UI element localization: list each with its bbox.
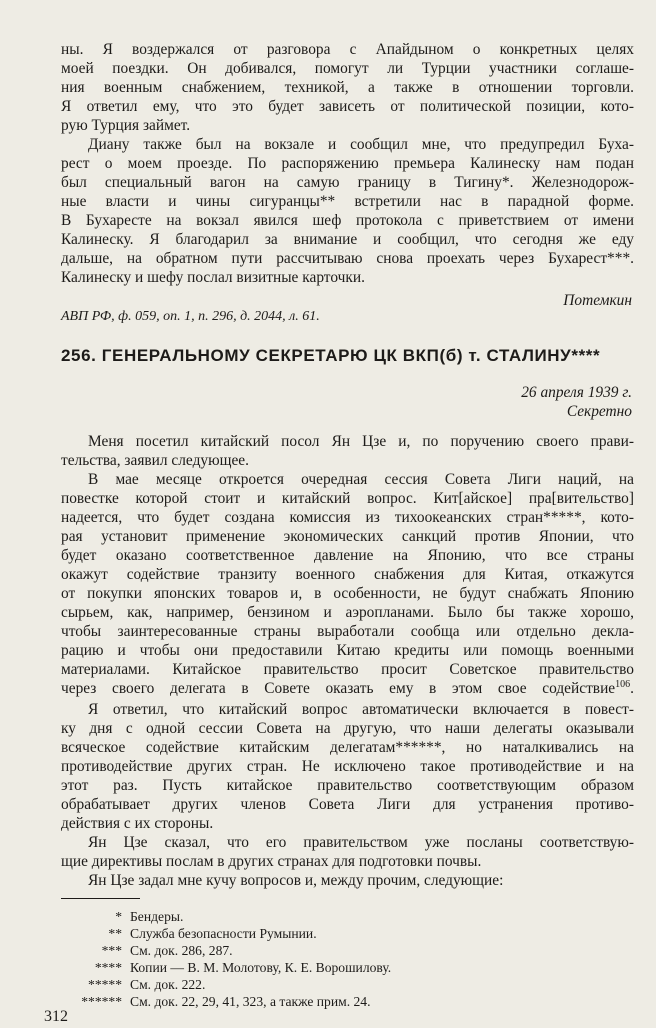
- footnote-text: См. док. 22, 29, 41, 323, а также прим. 24.: [130, 994, 371, 1009]
- body-line: рая установит применение экономических санкций против Японии, что: [61, 528, 634, 545]
- footnote-mark: **: [108, 926, 122, 941]
- document-heading: 256. ГЕНЕРАЛЬНОМУ СЕКРЕТАРЮ ЦК ВКП(б) т. СТАЛИНУ****: [61, 346, 601, 365]
- footnote-divider: [61, 898, 140, 899]
- body-line-with-note: через своего делегата в Совете оказать ему в этом свое содействие$^{106}$.: [61, 678, 634, 697]
- body-line: материалами. Китайское правительство просит Советское правительство: [61, 661, 634, 678]
- document-date: 26 апреля 1939 г.: [521, 384, 632, 401]
- body-line: действия с их стороны.: [61, 815, 214, 832]
- classification-label: Секретно: [566, 403, 632, 420]
- footnote-mark: ***: [101, 943, 122, 958]
- body-line: В Бухаресте на вокзал явился шеф протокола с приветствием от имени: [61, 212, 634, 229]
- body-line: ные власти и чины сигуранцы** встретили нас в парадной форме.: [61, 193, 634, 210]
- body-line: Меня посетил китайский посол Ян Цзе и, по поручению своего прави-: [88, 433, 634, 450]
- body-line: Калинеску. Я благодарил за внимание и сообщил, что сегодня же еду: [61, 231, 634, 248]
- footnote-text: Бендеры.: [130, 909, 184, 924]
- body-line: Я ответил, что китайский вопрос автоматически включается в повест-: [88, 701, 634, 718]
- body-line: ны. Я воздержался от разговора с Апайдыном о конкретных целях: [61, 41, 634, 58]
- body-line: ку дня с одной сессии Совета на другую, что наши делегаты оказывали: [61, 720, 634, 737]
- body-line: сырьем, как, например, бензином и аэропланами. Было бы также хорошо,: [61, 604, 634, 621]
- body-line: всяческое содействие китайским делегатам******, но наталкивались на: [61, 739, 634, 756]
- body-line: надеется, что будет создана комиссия из тихоокеанских стран*****, кото-: [61, 509, 634, 526]
- body-line: противодействие других стран. Не исключено такое противодействие и на: [61, 758, 634, 775]
- signature: Потемкин: [563, 292, 632, 309]
- body-line: Калинеску и шефу послал визитные карточки.: [61, 269, 365, 286]
- footnote-mark: *: [115, 909, 122, 924]
- body-line: Ян Цзе сказал, что его правительством уже посланы соответствую-: [88, 834, 634, 851]
- page-number: 312: [44, 1008, 68, 1025]
- body-line: Я ответил ему, что это будет зависеть от политической позиции, кото-: [61, 98, 634, 115]
- archive-reference: АВП РФ, ф. 059, оп. 1, п. 296, д. 2044, л. 61.: [61, 309, 320, 324]
- body-line: моей поездки. Он добивался, помогут ли Турции участники соглаше-: [61, 60, 634, 77]
- body-line-text: через своего делегата в Совете оказать ему в этом свое содействие: [61, 680, 616, 697]
- footnote-text: См. док. 222.: [130, 977, 206, 992]
- body-line: рацию и чтобы они предоставили Китаю кредиты или помощь военными: [61, 642, 634, 659]
- footnote-mark: ****: [94, 960, 122, 975]
- body-line: был специальный вагон на самую границу в Тигину*. Железнодорож-: [61, 174, 634, 191]
- footnote-text: См. док. 286, 287.: [130, 943, 233, 958]
- body-line: Ян Цзе задал мне кучу вопросов и, между прочим, следующие:: [88, 872, 504, 889]
- body-line: чтобы заинтересованные страны выработали сообща или отдельно декла-: [61, 623, 634, 640]
- footnote-text: Копии — В. М. Молотову, К. Е. Ворошилову.: [130, 960, 392, 975]
- body-line: от покупки японских товаров и, в особенности, не будут снабжать Японию: [61, 585, 634, 602]
- body-line: рест о моем проезде. По распоряжению премьера Калинеску нам подан: [61, 155, 634, 172]
- body-line: будет оказано соответственное давление на Японию, что все страны: [61, 547, 634, 564]
- footnote-text: Служба безопасности Румынии.: [130, 926, 317, 941]
- body-line: окажут содействие транзиту военного снабжения для Китая, откажутся: [61, 566, 634, 583]
- footnote-mark: ******: [81, 994, 122, 1009]
- body-line: повестке которой стоит и китайский вопрос. Кит[айское] пра[вительство]: [61, 490, 634, 507]
- body-line: щие директивы послам в других странах для подготовки почвы.: [61, 853, 482, 870]
- body-line: тельства, заявил следующее.: [61, 452, 249, 469]
- body-line: ния военным снабжением, техникой, а также в отношении торговли.: [61, 79, 634, 96]
- body-line: Диану также был на вокзале и сообщил мне, что предупредил Буха-: [88, 136, 634, 153]
- body-line: рую Турция займет.: [61, 117, 191, 134]
- body-line: В мае месяце откроется очередная сессия Совета Лиги наций, на: [88, 471, 634, 488]
- footnote-mark: *****: [88, 977, 122, 992]
- endnote-ref: 106: [615, 678, 631, 690]
- body-line: этот раз. Пусть китайское правительство соответствующим образом: [61, 777, 634, 794]
- body-line: дальше, на обратном пути рассчитываю снова проехать через Бухарест***.: [61, 250, 634, 267]
- body-line: обрабатывает других членов Совета Лиги для устранения противо-: [61, 796, 634, 813]
